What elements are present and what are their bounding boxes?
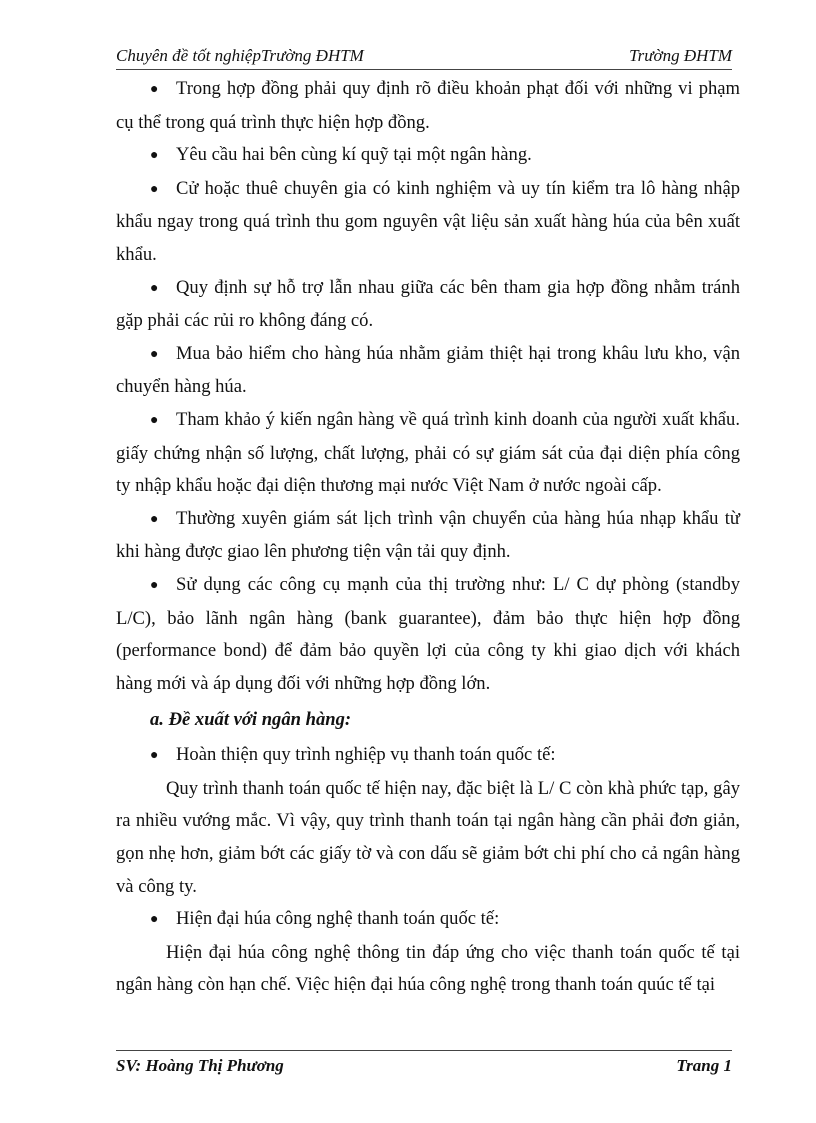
bullet-icon: ● xyxy=(150,181,159,197)
list-item xyxy=(116,139,740,173)
body-paragraph: Quy trình thanh toán quốc tế hiện nay, đặc biệt là L/ C còn khà phức tạp, gây ra nhiều vướng mắc. Vì vậy, quy trình thanh toán tại ngân hàng cần phải đơn giản, gọn nhẹ hơn, giảm bớt các giấy tờ và con dấu sẽ giảm bớt chi phí cho cả ngân hàng và công ty. xyxy=(116,777,740,897)
list-item xyxy=(116,404,740,503)
bullet-icon: ● xyxy=(150,912,159,928)
list-item xyxy=(116,272,740,338)
list-item xyxy=(116,173,740,272)
subsection-heading-text: Hoàn thiện quy trình nghiệp vụ thanh toán quốc tế: xyxy=(176,744,556,766)
bullet-icon: ● xyxy=(150,346,159,362)
list-item-text: Cử hoặc thuê chuyên gia có kinh nghiệm và uy tín kiểm tra lô hàng nhập khẩu ngay trong quá trình thu gom nguyên vật liệu sản xuất hàng húa của bên xuất khẩu. xyxy=(116,177,740,265)
list-item-text: Sử dụng các công cụ mạnh của thị trường như: L/ C dự phòng (standby L/C), bảo lãnh ngân hàng (bank guarantee), đảm bảo thực hiện hợp đồng (performance bond) để đảm bảo quyền lợi của công ty khi giao dịch với khách hàng mới và áp dụng đối với những hợp đồng lớn. xyxy=(116,573,740,694)
subsection-heading-text: Hiện đại húa công nghệ thanh toán quốc tế: xyxy=(176,908,500,930)
list-item-text: Yêu cầu hai bên cùng kí quỹ tại một ngân hàng. xyxy=(176,144,532,166)
list-item xyxy=(116,503,740,569)
footer-page-number: Trang 1 xyxy=(676,1056,732,1075)
section-heading: a. Đề xuất với ngân hàng: xyxy=(150,709,352,731)
header-divider xyxy=(116,69,732,70)
bullet-icon: ● xyxy=(150,82,159,97)
bullet-icon: ● xyxy=(150,748,159,764)
footer-student-name: SV: Hoàng Thị Phương xyxy=(116,1056,284,1075)
subsection-heading xyxy=(116,903,740,937)
header-document-title: Chuyên đề tốt nghiệpTrường ĐHTM xyxy=(116,46,364,65)
page-body xyxy=(116,73,740,1002)
list-item-text: Tham khảo ý kiến ngân hàng về quá trình kinh doanh của người xuất khẩu. giấy chứng nhận số lượng, chất lượng, phải có sự giám sát của đại diện phía công ty nhập khẩu hoặc đại diện thương mại nước Việt Nam ở nước ngoài cấp. xyxy=(116,408,740,497)
bullet-icon: ● xyxy=(150,148,159,164)
list-item-text: Thường xuyên giám sát lịch trình vận chuyển của hàng húa nhạp khẩu từ khi hàng được giao lên phương tiện vận tải quy định. xyxy=(116,507,740,563)
page-header xyxy=(116,46,732,72)
bullet-icon: ● xyxy=(150,511,159,527)
body-paragraph: Hiện đại húa công nghệ thông tin đáp ứng cho việc thanh toán quốc tế tại ngân hàng còn hạn chế. Việc hiện đại húa công nghệ trong thanh toán quúc tế tại xyxy=(116,941,740,996)
bullet-icon: ● xyxy=(150,577,159,593)
header-school-name: Trường ĐHTM xyxy=(629,46,732,65)
list-item xyxy=(116,569,740,700)
subsection-heading xyxy=(116,739,740,773)
list-item-text: Trong hợp đồng phải quy định rõ điều khoản phạt đối với những vi phạm cụ thể trong quá trình thực hiện hợp đồng. xyxy=(116,78,740,133)
list-item xyxy=(116,73,740,139)
bullet-icon: ● xyxy=(150,280,159,296)
bullet-icon: ● xyxy=(150,412,159,428)
list-item-text: Quy định sự hỗ trợ lẫn nhau giữa các bên tham gia hợp đồng nhằm tránh gặp phải các rủi ro không đáng có. xyxy=(116,276,740,332)
list-item xyxy=(116,338,740,404)
list-item-text: Mua bảo hiểm cho hàng húa nhằm giảm thiệt hại trong khâu lưu kho, vận chuyển hàng húa. xyxy=(116,342,740,398)
footer-divider xyxy=(116,1050,732,1051)
